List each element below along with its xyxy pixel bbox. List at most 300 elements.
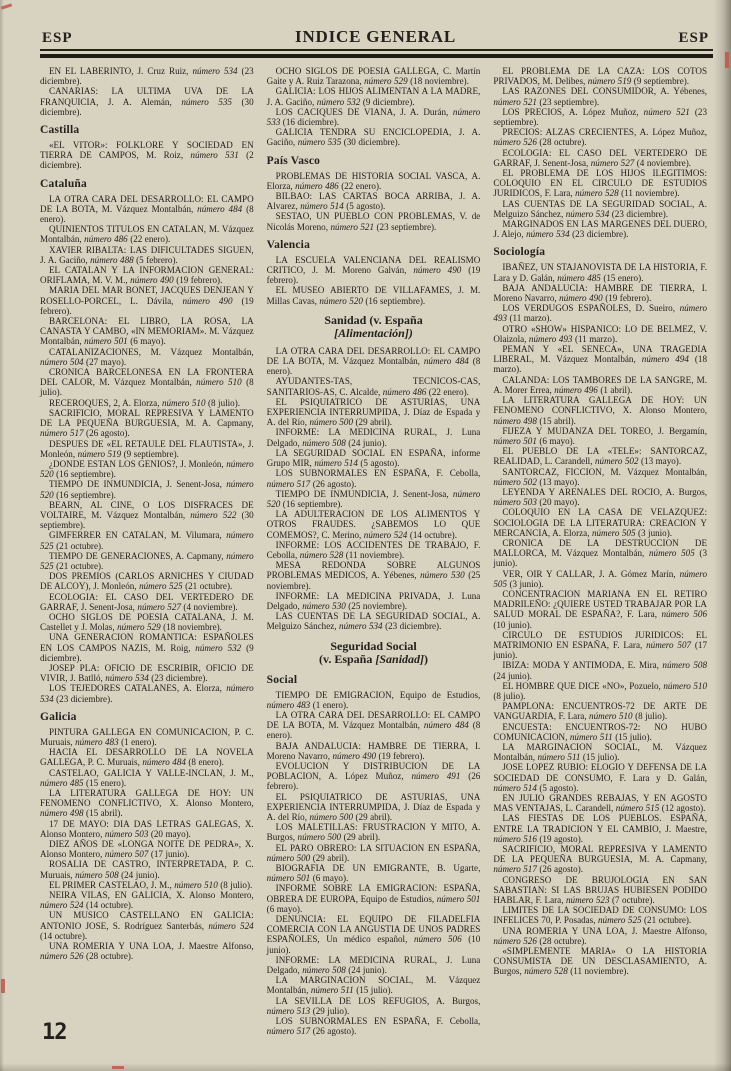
entry-date: (8 julio). bbox=[217, 879, 253, 890]
entry-title-author: LOS TEJEDORES CATALANES, A. Elorza, bbox=[49, 683, 227, 694]
entry-title-author: LEYENDA Y ARENALES DEL ROCIO, A. Burgos, bbox=[502, 486, 708, 497]
entry-title-author: EL PROBLEMA DE LOS HIJOS ILEGITIMOS: COLOQUIO EN EL CIRCULO DE ESTUDIOS JURIDICOS, F. Lara, bbox=[493, 168, 708, 199]
entry-date: (1 enero). bbox=[118, 736, 157, 747]
entry-title-author: PAMPLONA: ENCUENTROS-72 DE ARTE DE VANGUARDIA, F. Lara, bbox=[493, 701, 708, 722]
index-entry bbox=[40, 890, 254, 910]
entry-title-author: INFORME: LA MEDICINA RURAL, J. Luna Delgado, bbox=[266, 954, 481, 976]
entry-date: (29 abril). bbox=[353, 811, 393, 822]
section-heading-segment: [Sanidad] bbox=[375, 652, 425, 667]
page-number: 12 bbox=[42, 1020, 67, 1045]
entry-issue-number: número 515 bbox=[615, 803, 660, 814]
entry-issue-number: número 532 bbox=[316, 96, 361, 107]
page-header bbox=[42, 27, 709, 47]
index-entry bbox=[40, 859, 254, 879]
entry-date: (4 noviembre). bbox=[634, 157, 692, 168]
section-heading: Valencia bbox=[266, 238, 311, 251]
entry-title-author: JOSEP PLA: OFICIO DE ESCRIBIR, OFICIO DE VIVIR, J. Batlló, bbox=[40, 662, 254, 684]
entry-date: (8 enero). bbox=[266, 356, 481, 377]
index-entry bbox=[40, 265, 254, 285]
entry-date: (3 junio). bbox=[635, 527, 673, 538]
entry-date: (26 agosto). bbox=[310, 1026, 357, 1037]
index-entry bbox=[493, 569, 707, 589]
entry-issue-number: número 501 bbox=[493, 435, 537, 446]
entry-title-author: CRONICA BARCELONESA EN LA FRONTERA DEL CALOR, M. Vázquez Montalbán, bbox=[40, 367, 254, 388]
entry-issue-number: número 527 bbox=[137, 601, 181, 612]
entry-issue-number: número 524 bbox=[208, 920, 254, 931]
entry-issue-number: número 500 bbox=[309, 811, 354, 822]
entry-issue-number: número 483 bbox=[75, 736, 119, 747]
entry-date: (23 diciembre). bbox=[53, 693, 113, 704]
entry-date: (5 agosto). bbox=[357, 458, 400, 469]
entry-issue-number: número 490 bbox=[413, 265, 462, 276]
entry-date: (3 junio). bbox=[506, 578, 544, 589]
entry-issue-number: número 500 bbox=[309, 417, 354, 428]
entry-date: (9 septiembre). bbox=[631, 76, 690, 87]
entry-issue-number: número 520 bbox=[40, 479, 254, 500]
index-entry bbox=[493, 283, 707, 303]
section-heading-segment: Seguridad Social bbox=[330, 638, 417, 653]
entry-date: (16 septiembre). bbox=[362, 295, 426, 306]
entry-date: (23 diciembre). bbox=[40, 66, 254, 87]
entry-issue-number: número 498 bbox=[493, 415, 537, 426]
index-columns bbox=[40, 66, 707, 1036]
entry-date: (16 diciembre). bbox=[280, 117, 340, 128]
entry-date: (13 mayo). bbox=[638, 456, 682, 467]
index-entry bbox=[493, 487, 707, 507]
entry-issue-number: número 500 bbox=[297, 832, 342, 843]
section-heading: País Vasco bbox=[266, 154, 321, 167]
entry-title-author: TIEMPO DE GENERACIONES, A. Capmany, bbox=[49, 550, 227, 561]
entry-title-author: BEARN, AL CINE, O LOS DISFRACES DE VOLTAIRE, M. Vázquez Montalbán, bbox=[40, 499, 254, 520]
entry-title-author: SESTAO, UN PUEBLO CON PROBLEMAS, V. de Nicolás Moreno, bbox=[266, 211, 481, 232]
header-right-label: ESP bbox=[678, 30, 709, 46]
entry-title-author: EL PSIQUIATRICO DE ASTURIAS, UNA EXPERIENCIA INTERRUMPIDA, J. Díaz de Espada y A. del Río, bbox=[266, 791, 481, 822]
entry-title-author: MARGINADOS EN LAS MARGENES DEL DUERO, J. Alejo, bbox=[493, 219, 708, 240]
section-heading: Galicia bbox=[40, 710, 77, 723]
entry-issue-number: número 531 bbox=[190, 150, 239, 161]
entry-title-author: LA SEGURIDAD SOCIAL EN ESPAÑA, informe Grupo MIR, bbox=[266, 447, 481, 469]
entry-issue-number: número 532 bbox=[195, 642, 242, 653]
entry-issue-number: número 530 bbox=[302, 600, 346, 611]
index-entry bbox=[267, 509, 481, 540]
index-entry bbox=[493, 303, 707, 323]
entry-issue-number: número 484 bbox=[423, 356, 469, 367]
entry-date: (19 febrero). bbox=[602, 293, 652, 304]
entry-date: (21 octubre). bbox=[53, 560, 104, 571]
entry-date: (17 junio). bbox=[148, 849, 190, 860]
index-entry bbox=[267, 66, 481, 86]
entry-title-author: LA OTRA CARA DEL DESARROLLO: EL CAMPO DE LA BOTA, M. Vázquez Montalbán, bbox=[40, 193, 254, 214]
entry-issue-number: número 534 bbox=[40, 683, 254, 704]
entry-title-author: OCHO SIGLOS DE POESIA GALLEGA, C. Martín Gaite y A. Ruiz Tarazona, bbox=[266, 66, 481, 87]
index-entry bbox=[267, 211, 481, 231]
entry-issue-number: número 534 bbox=[565, 208, 610, 219]
entry-title-author: BAJA ANDALUCIA: HAMBRE DE TIERRA, I. Moreno Navarro, bbox=[493, 282, 708, 304]
entry-issue-number: número 529 bbox=[117, 622, 161, 633]
entry-issue-number: número 514 bbox=[314, 458, 358, 469]
entry-date: (1 abril). bbox=[597, 384, 633, 395]
index-entry bbox=[267, 690, 481, 710]
index-entry bbox=[493, 793, 707, 813]
entry-date: (14 octubre). bbox=[83, 900, 134, 911]
index-entry bbox=[493, 905, 707, 925]
index-entry bbox=[40, 663, 254, 683]
entry-title-author: UNA ROMERIA Y UNA LOA, J. Maestre Alfonso, bbox=[502, 925, 708, 936]
entry-title-author: LA MARGINACION SOCIAL, M. Vázquez Montalbán, bbox=[493, 742, 708, 763]
entry-date: (8 enero). bbox=[185, 757, 224, 768]
entry-title-author: ECOLOGIA: EL CASO DEL VERTEDERO DE GARRAF, J. Senent-Josa, bbox=[493, 147, 708, 168]
entry-issue-number: número 526 bbox=[493, 935, 537, 946]
entry-date: (11 noviembre). bbox=[343, 549, 405, 560]
index-entry bbox=[493, 926, 707, 946]
entry-date: (28 octubre). bbox=[536, 935, 587, 946]
entry-date: (9 septiembre). bbox=[121, 448, 179, 459]
entry-date: (13 mayo). bbox=[536, 476, 580, 487]
entry-issue-number: número 524 bbox=[40, 900, 84, 911]
index-entry bbox=[40, 398, 254, 408]
entry-issue-number: número 511 bbox=[569, 731, 613, 742]
entry-date: (9 diciembre). bbox=[40, 642, 254, 663]
entry-title-author: CATALANIZACIONES, M. Vázquez Montalbán, bbox=[49, 346, 254, 357]
entry-date: (23 diciembre). bbox=[609, 208, 669, 219]
index-entry bbox=[493, 538, 707, 569]
entry-date: (6 mayo). bbox=[310, 873, 349, 884]
entry-date: (11 marzo). bbox=[506, 313, 552, 324]
entry-date: (11 noviembre). bbox=[567, 966, 629, 977]
entry-issue-number: número 514 bbox=[300, 201, 344, 212]
entry-date: (14 octubre). bbox=[407, 529, 457, 540]
entry-title-author: UNA GENERACION ROMANTICA: ESPAÑOLES EN LOS CAMPOS NAZIS, M. Roig, bbox=[40, 632, 254, 653]
entry-date: (22 enero). bbox=[127, 234, 171, 245]
index-entry bbox=[493, 148, 707, 168]
red-crop-mark-bottom-left bbox=[1, 979, 5, 993]
entry-date: (16 septiembre). bbox=[280, 498, 343, 509]
entry-title-author: VER, OIR Y CALLAR, J. A. Gómez Marín, bbox=[502, 568, 680, 579]
entry-title-author: LA ADULTERACION DE LOS ALIMENTOS Y OTROS FRAUDES. ¿SABEMOS LO QUE COMEMOS?, C. Merino, bbox=[266, 509, 481, 540]
entry-date: (18 marzo). bbox=[493, 354, 708, 375]
entry-issue-number: número 504 bbox=[40, 356, 84, 367]
entry-title-author: OTRO «SHOW» HISPANICO: LO DE BELMEZ, V. Olaizola, bbox=[493, 323, 708, 344]
index-entry bbox=[40, 839, 254, 859]
index-entry bbox=[267, 560, 481, 591]
entry-date: (23 septiembre). bbox=[374, 221, 437, 232]
index-entry bbox=[267, 741, 481, 761]
entry-date: (10 junio). bbox=[266, 934, 481, 955]
index-entry bbox=[267, 127, 481, 147]
entry-title-author: CASTELAO, GALICIA Y VALLE-INCLAN, J. M., bbox=[49, 767, 254, 778]
index-entry bbox=[493, 946, 707, 977]
index-entry bbox=[267, 822, 481, 842]
entry-issue-number: número 517 bbox=[266, 478, 311, 489]
entry-title-author: NEIRA VILAS, EN GALICIA, X. Alonso Montero, bbox=[49, 890, 254, 901]
entry-date: (8 julio). bbox=[493, 690, 526, 701]
entry-issue-number: número 508 bbox=[662, 660, 708, 671]
section-heading: Sociología bbox=[493, 246, 546, 259]
index-entry bbox=[493, 875, 707, 906]
entry-title-author: DIEZ AÑOS DE «LONGA NOITE DE PEDRA», X. Alonso Montero, bbox=[40, 839, 254, 860]
entry-date: (5 agosto). bbox=[536, 782, 579, 793]
entry-issue-number: número 505 bbox=[493, 568, 708, 589]
entry-title-author: BIOGRAFIA DE UN EMIGRANTE, B. Ugarte, bbox=[275, 863, 481, 873]
entry-issue-number: número 517 bbox=[266, 1026, 311, 1037]
section-heading-segment: Sanidad (v. España bbox=[324, 312, 423, 327]
entry-title-author: GIMFERRER EN CATALAN, M. Vilumara, bbox=[49, 530, 227, 541]
entry-issue-number: número 525 bbox=[139, 581, 183, 592]
entry-date: (23 diciembre). bbox=[569, 229, 629, 240]
entry-title-author: EL PUEBLO DE LA «TELE»: SANTORCAZ, REALIDAD, L. Carandell, bbox=[493, 446, 708, 467]
entry-title-author: LAS FIESTAS DE LOS PUEBLOS. ESPAÑA, ENTRE LA TRADICION Y EL CAMBIO, J. Maestre, bbox=[493, 813, 708, 834]
index-entry bbox=[40, 408, 254, 439]
entry-title-author: LOS PRECIOS, A. López Muñoz, bbox=[502, 106, 644, 117]
entry-issue-number: número 496 bbox=[554, 384, 598, 395]
entry-issue-number: número 520 bbox=[319, 295, 363, 306]
entry-issue-number: número 521 bbox=[493, 96, 537, 107]
index-entry bbox=[267, 996, 481, 1016]
entry-issue-number: número 505 bbox=[591, 527, 636, 538]
entry-issue-number: número 517 bbox=[40, 428, 84, 439]
entry-issue-number: número 516 bbox=[493, 833, 537, 844]
index-entry bbox=[493, 168, 707, 199]
entry-title-author: LA OTRA CARA DEL DESARROLLO: EL CAMPO DE LA BOTA, M. Vázquez Montalbán, bbox=[266, 709, 481, 731]
entry-date: (8 enero). bbox=[266, 720, 481, 741]
index-entry bbox=[493, 199, 707, 219]
entry-date: (12 agosto). bbox=[659, 803, 706, 814]
index-entry bbox=[267, 792, 481, 823]
entry-title-author: UN MUSICO CASTELLANO EN GALICIA: ANTONIO JOSE, S. Rodríguez Santerbás, bbox=[40, 910, 254, 931]
entry-title-author: DESPUES DE «EL RETAULE DEL FLAUTISTA», J. Monleón, bbox=[40, 438, 254, 459]
entry-date: (29 abril). bbox=[310, 852, 350, 863]
entry-issue-number: número 521 bbox=[330, 221, 375, 232]
entry-issue-number: número 510 bbox=[174, 879, 218, 890]
entry-issue-number: número 501 bbox=[84, 336, 128, 347]
index-entry bbox=[40, 530, 254, 550]
column-1 bbox=[40, 66, 254, 1036]
entry-issue-number: número 506 bbox=[413, 934, 462, 945]
entry-title-author: ROSALIA DE CASTRO, INTERPRETADA, P. C. Muruais, bbox=[40, 859, 254, 880]
index-entry bbox=[267, 427, 481, 447]
entry-issue-number: número 510 bbox=[196, 377, 242, 388]
index-entry bbox=[40, 347, 254, 367]
entry-title-author: GALICIA: LOS HIJOS ALIMENTAN A LA MADRE, J. A. Gaciño, bbox=[266, 86, 481, 107]
page-title: INDICE GENERAL bbox=[295, 27, 456, 46]
entry-date: (20 mayo). bbox=[536, 497, 580, 508]
entry-title-author: ECOLOGIA: EL CASO DEL VERTEDERO DE GARRAF, J. Senent-Josa, bbox=[40, 591, 254, 612]
entry-date: (26 agosto). bbox=[536, 864, 584, 875]
entry-date: (15 julio). bbox=[612, 731, 652, 742]
entry-issue-number: número 505 bbox=[649, 548, 695, 559]
entry-date: (14 octubre). bbox=[40, 930, 88, 941]
entry-title-author: EL CATALAN Y LA INFORMACION GENERAL: ORIFLAMA, M. V. M., bbox=[40, 265, 254, 286]
entry-title-author: MESA REDONDA SOBRE ALGUNOS PROBLEMAS MEDICOS, A. Yébenes, bbox=[266, 560, 481, 581]
entry-issue-number: número 507 bbox=[104, 849, 149, 860]
entry-date: (25 noviembre). bbox=[266, 570, 481, 591]
entry-date: (22 enero). bbox=[338, 180, 382, 191]
entry-date: (19 febrero). bbox=[376, 750, 425, 761]
entry-date: (23 diciembre). bbox=[148, 673, 208, 684]
entry-date: (26 agosto). bbox=[310, 478, 357, 489]
entry-date: (8 julio). bbox=[40, 377, 254, 398]
entry-title-author: MARIA DEL MAR BONET, JACQUES DENJEAN Y ROSELLO-PORCEL, L. Dávila, bbox=[40, 285, 254, 306]
index-entry bbox=[493, 844, 707, 875]
index-entry bbox=[493, 262, 707, 282]
entry-date: (25 noviembre). bbox=[345, 600, 408, 611]
entry-title-author: LA LITERATURA GALLEGA DE HOY: UN FENOMENO CONFLICTIVO, X. Alonso Montero, bbox=[40, 788, 254, 809]
index-entry bbox=[40, 367, 254, 398]
entry-issue-number: número 525 bbox=[597, 915, 642, 926]
index-entry bbox=[493, 742, 707, 762]
entry-issue-number: número 486 bbox=[295, 180, 339, 191]
entry-title-author: LA OTRA CARA DEL DESARROLLO: EL CAMPO DE LA BOTA, M. Vázquez Montalbán, bbox=[266, 345, 481, 367]
index-entry bbox=[267, 710, 481, 741]
entry-issue-number: número 490 bbox=[130, 275, 174, 286]
entry-date: (26 febrero). bbox=[266, 771, 481, 792]
index-entry bbox=[267, 171, 481, 191]
entry-title-author: OCHO SIGLOS DE POESIA CATALANA, J. M. Castellet y J. Molas, bbox=[40, 611, 254, 633]
header-left-label: ESP bbox=[42, 30, 73, 46]
entry-title-author: JOSE LOPEZ RUBIO: ELOGIO Y DEFENSA DE LA SOCIEDAD DE CONSUMO, F. Lara y D. Galán, bbox=[493, 762, 708, 783]
index-entry bbox=[267, 107, 481, 127]
entry-issue-number: número 484 bbox=[142, 757, 186, 768]
index-entry bbox=[493, 589, 707, 630]
entry-title-author: TIEMPO DE INMUNDICIA, J. Senent-Josa, bbox=[275, 488, 453, 499]
entry-title-author: PROBLEMAS DE HISTORIA SOCIAL VASCA, A. Elorza, bbox=[266, 170, 481, 191]
index-entry bbox=[267, 611, 481, 631]
red-crop-mark-top-left bbox=[1, 3, 12, 9]
section-heading-segment: [Alimentación]) bbox=[334, 326, 413, 341]
scan-edge-left bbox=[0, 0, 4, 1071]
index-entry bbox=[267, 883, 481, 914]
entry-date: (11 marzo). bbox=[572, 333, 618, 344]
index-entry bbox=[493, 344, 707, 375]
index-entry bbox=[40, 768, 254, 788]
index-entry bbox=[40, 86, 254, 117]
entry-date: (28 octubre). bbox=[536, 137, 587, 148]
entry-issue-number: número 528 bbox=[575, 188, 619, 199]
entry-issue-number: número 534 bbox=[192, 66, 238, 76]
entry-title-author: EL PRIMER CASTELAO, J. M., bbox=[49, 879, 175, 890]
index-entry bbox=[267, 1016, 481, 1036]
entry-title-author: AYUDANTES-TAS, TECNICOS-CAS, SANITARIOS-AS, C. Alcalde, bbox=[266, 376, 481, 397]
entry-title-author: PEMAN Y «EL SENECA», UNA TRAGEDIA LIBERAL, M. Vázquez Montalbán, bbox=[493, 344, 708, 365]
index-entry bbox=[40, 880, 254, 890]
entry-issue-number: número 490 bbox=[332, 750, 377, 761]
index-entry bbox=[267, 489, 481, 509]
entry-title-author: LAS CUENTAS DE LA SEGURIDAD SOCIAL, A. Melguizo Sánchez, bbox=[266, 611, 481, 632]
index-entry bbox=[493, 813, 707, 844]
entry-issue-number: número 498 bbox=[40, 808, 84, 819]
index-entry bbox=[493, 375, 707, 395]
scan-edge-right bbox=[714, 0, 731, 1071]
entry-issue-number: número 488 bbox=[90, 254, 134, 265]
entry-title-author: SACRIFICIO, MORAL REPRESIVA Y LAMENTO DE LA PEQUEÑA BURGUESIA, M. A. Capmany, bbox=[40, 407, 254, 429]
entry-issue-number: número 491 bbox=[411, 771, 461, 782]
entry-date: (15 enero). bbox=[83, 777, 127, 788]
section-heading: Cataluña bbox=[40, 177, 87, 190]
entry-title-author: LOS VERDUGOS ESPAÑOLES, D. Sueiro, bbox=[502, 303, 680, 314]
entry-issue-number: número 486 bbox=[84, 234, 128, 245]
scan-edge-bottom bbox=[0, 1063, 731, 1071]
entry-issue-number: número 508 bbox=[302, 965, 346, 976]
entry-title-author: EN JULIO GRANDES REBAJAS, Y EN AGOSTO MAS VENTAJAS, L. Carandell, bbox=[493, 793, 708, 814]
entry-issue-number: número 513 bbox=[266, 1005, 311, 1016]
entry-issue-number: número 535 bbox=[181, 96, 232, 107]
entry-date: (30 diciembre). bbox=[341, 137, 400, 148]
index-entry bbox=[40, 683, 254, 703]
entry-date: (18 noviembre). bbox=[407, 76, 469, 87]
entry-title-author: CIRCULO DE ESTUDIOS JURIDICOS: EL MATRIMONIO EN ESPAÑA, F. Lara, bbox=[493, 629, 708, 650]
entry-issue-number: número 522 bbox=[190, 509, 237, 520]
index-entry bbox=[40, 245, 254, 265]
entry-title-author: LOS SUBNORMALES EN ESPAÑA, F. Cebolla, bbox=[275, 468, 481, 479]
index-entry bbox=[267, 397, 481, 428]
entry-issue-number: número 520 bbox=[266, 488, 481, 509]
entry-issue-number: número 490 bbox=[182, 295, 233, 306]
entry-issue-number: número 503 bbox=[493, 497, 537, 508]
entry-date: (9 diciembre). bbox=[360, 96, 415, 107]
entry-date: (19 febrero). bbox=[173, 275, 223, 286]
index-entry bbox=[40, 788, 254, 819]
entry-title-author: FIJEZA Y MUDANZA DEL TOREO, J. Bergamín, bbox=[502, 425, 708, 436]
entry-issue-number: número 508 bbox=[302, 437, 346, 448]
index-entry bbox=[267, 468, 481, 488]
entry-issue-number: número 519 bbox=[77, 448, 122, 459]
index-entry bbox=[267, 591, 481, 611]
index-entry bbox=[493, 701, 707, 721]
entry-date: (19 febrero). bbox=[266, 265, 481, 286]
entry-date: (6 mayo). bbox=[266, 903, 303, 914]
index-entry bbox=[493, 722, 707, 742]
entry-issue-number: número 526 bbox=[493, 137, 537, 148]
index-entry bbox=[40, 941, 254, 961]
entry-issue-number: número 502 bbox=[594, 456, 639, 467]
index-entry bbox=[40, 439, 254, 459]
entry-date: (1 enero). bbox=[310, 699, 349, 710]
entry-date: (19 agosto). bbox=[536, 833, 584, 844]
index-entry bbox=[40, 140, 254, 171]
entry-date: (2 diciembre). bbox=[40, 150, 254, 171]
entry-date: (29 julio). bbox=[310, 1005, 350, 1016]
index-entry bbox=[493, 507, 707, 538]
header-rule-thin bbox=[40, 49, 713, 51]
entry-issue-number: número 510 bbox=[589, 711, 633, 722]
entry-issue-number: número 535 bbox=[297, 137, 342, 148]
entry-issue-number: número 503 bbox=[104, 828, 149, 839]
entry-date: (8 julio). bbox=[205, 397, 241, 408]
entry-title-author: EN EL LABERINTO, J. Cruz Ruiz, bbox=[49, 66, 193, 76]
entry-date: (17 junio). bbox=[493, 639, 708, 661]
entry-title-author: LAS RAZONES DEL CONSUMIDOR, A. Yébenes, bbox=[502, 86, 708, 97]
index-entry bbox=[267, 376, 481, 396]
entry-date: (29 abril). bbox=[341, 832, 381, 843]
entry-issue-number: número 524 bbox=[363, 529, 408, 540]
entry-title-author: PINTURA GALLEGA EN COMUNICACION, P. C. Muruais, bbox=[40, 726, 254, 747]
entry-title-author: INFORME: LOS ACCIDENTES DE TRABAJO, F. Cebolla, bbox=[266, 539, 481, 560]
index-entry bbox=[267, 448, 481, 468]
entry-title-author: RECEROQUES, 2, A. Elorza, bbox=[49, 397, 162, 408]
index-entry bbox=[40, 194, 254, 225]
index-entry bbox=[40, 316, 254, 347]
entry-date: (6 mayo). bbox=[536, 435, 575, 446]
section-heading-centered bbox=[269, 640, 479, 667]
index-entry bbox=[493, 426, 707, 446]
entry-issue-number: número 528 bbox=[524, 966, 568, 977]
section-heading: Castilla bbox=[40, 124, 80, 137]
entry-issue-number: número 483 bbox=[266, 699, 311, 710]
entry-issue-number: número 485 bbox=[40, 777, 84, 788]
index-entry bbox=[40, 66, 254, 86]
entry-issue-number: número 534 bbox=[526, 229, 570, 240]
entry-date: (23 septiembre). bbox=[536, 96, 600, 107]
